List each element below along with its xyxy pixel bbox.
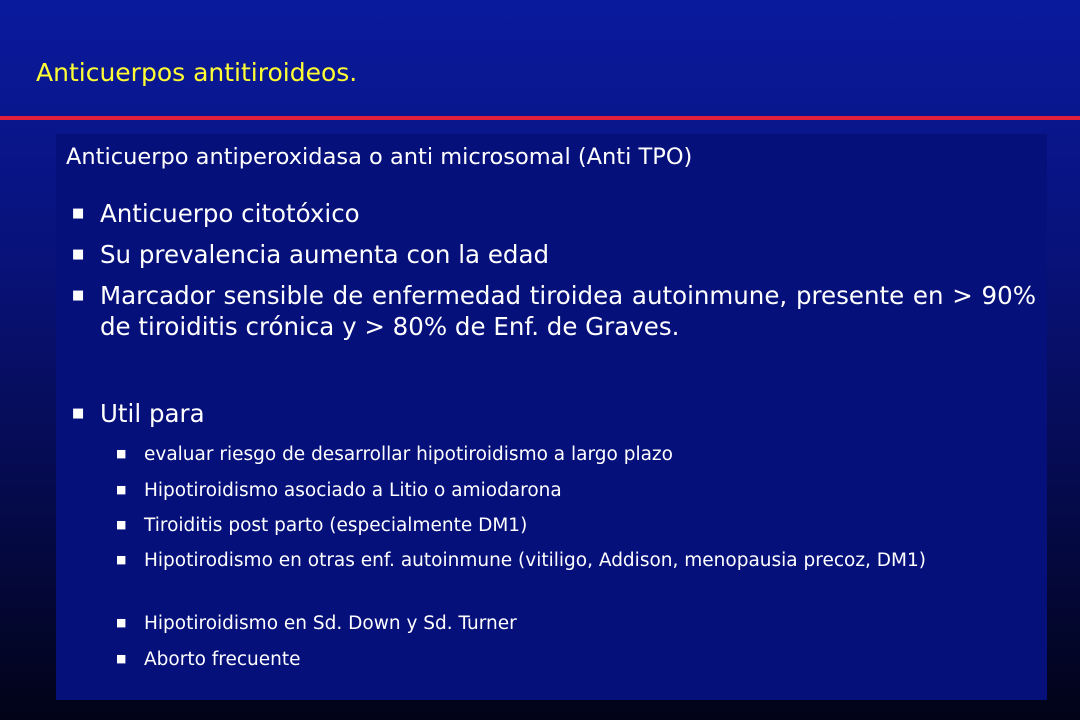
sub-bullet-item xyxy=(116,612,1036,636)
sub-bullet-icon: ■ xyxy=(116,518,127,531)
sub-bullet-text: Aborto frecuente xyxy=(144,649,301,670)
bullet-text: Su prevalencia aumenta con la edad xyxy=(100,240,550,269)
bullet-icon: ■ xyxy=(72,406,85,421)
bullet-item xyxy=(72,280,1036,342)
sub-bullet-icon: ■ xyxy=(116,616,127,629)
bullet-text: Marcador sensible de enfermedad tiroidea autoinmune, presente en > 90% de tiroiditis crónica y > 80% de Enf. de Graves. xyxy=(100,281,1036,341)
sub-bullet-item xyxy=(116,648,1036,672)
section-heading: Anticuerpo antiperoxidasa o anti microsomal (Anti TPO) xyxy=(66,144,693,170)
bullet-icon: ■ xyxy=(72,206,85,221)
sub-bullet-text: evaluar riesgo de desarrollar hipotiroidismo a largo plazo xyxy=(144,444,673,465)
sub-bullet-item xyxy=(116,479,1036,503)
title-divider xyxy=(0,116,1080,120)
bullet-item xyxy=(72,398,1036,429)
sub-bullet-text: Hipotirodismo en otras enf. autoinmune (vitiligo, Addison, menopausia precoz, DM1) xyxy=(144,550,926,571)
sub-bullet-item xyxy=(116,549,1036,573)
sub-bullet-icon: ■ xyxy=(116,483,127,496)
bullet-item xyxy=(72,198,1036,229)
content-panel xyxy=(56,134,1047,700)
sub-bullet-text: Hipotiroidismo asociado a Litio o amiodarona xyxy=(144,480,562,501)
bullet-text: Util para xyxy=(100,399,205,428)
sub-bullet-item xyxy=(116,514,1036,538)
sub-bullet-text: Tiroiditis post parto (especialmente DM1) xyxy=(144,515,528,536)
sub-bullet-icon: ■ xyxy=(116,447,127,460)
bullet-item xyxy=(72,239,1036,270)
bullet-icon: ■ xyxy=(72,247,85,262)
sub-bullet-text: Hipotiroidismo en Sd. Down y Sd. Turner xyxy=(144,613,517,634)
sub-bullet-icon: ■ xyxy=(116,652,127,665)
slide-title: Anticuerpos antitiroideos. xyxy=(36,58,358,87)
sub-bullet-item xyxy=(116,443,1036,467)
bullet-text: Anticuerpo citotóxico xyxy=(100,199,360,228)
sub-bullet-icon: ■ xyxy=(116,553,127,566)
bullet-icon: ■ xyxy=(72,288,85,303)
